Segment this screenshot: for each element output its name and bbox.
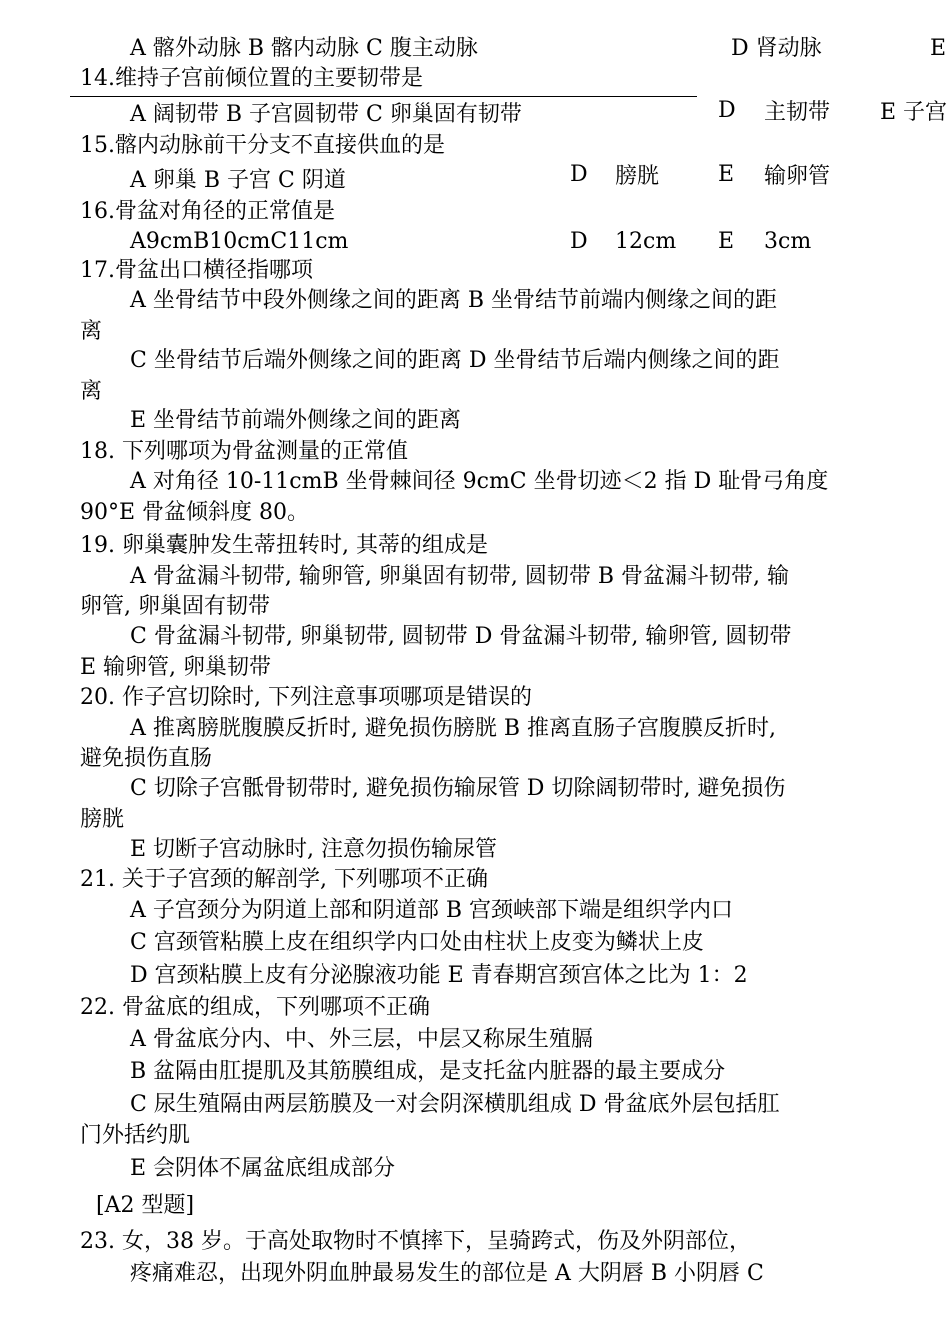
q16-option-d-letter: D xyxy=(570,229,588,254)
q14-option-d-letter: D xyxy=(718,98,736,123)
q16-option-e-letter: E xyxy=(718,229,735,254)
q16-option-e-text: 3cm xyxy=(764,229,812,254)
q19-option-e: E 输卵管, 卵巢韧带 xyxy=(80,655,272,680)
question-21: 21. 关于子宫颈的解剖学, 下列哪项不正确 xyxy=(80,867,488,892)
q17-option-cd: C 坐骨结节后端外侧缘之间的距离 D 坐骨结节后端内侧缘之间的距 xyxy=(130,348,780,373)
q22-option-b: B 盆隔由肛提肌及其筋膜组成，是支托盆内脏器的最主要成分 xyxy=(130,1059,726,1084)
q19-option-ab: A 骨盆漏斗韧带, 输卵管, 卵巢固有韧带, 圆韧带 B 骨盆漏斗韧带, 输 xyxy=(130,564,789,589)
q21-option-ab: A 子宫颈分为阴道上部和阴道部 B 宫颈峡部下端是组织学内口 xyxy=(130,898,734,923)
q20-option-cd-cont: 膀胱 xyxy=(80,807,125,832)
question-14: 14.维持子宫前倾位置的主要韧带是 xyxy=(80,66,423,91)
q16-option-d-text: 12cm xyxy=(615,229,677,254)
q17-option-e: E 坐骨结节前端外侧缘之间的距离 xyxy=(130,408,462,433)
q13-options-abc: A 髂外动脉 B 髂内动脉 C 腹主动脉 xyxy=(130,36,478,61)
q22-option-cd-cont: 门外括约肌 xyxy=(80,1123,191,1148)
q20-option-ab-cont: 避免损伤直肠 xyxy=(80,746,213,771)
q15-option-e-text: 输卵管 xyxy=(764,164,831,189)
horizontal-rule xyxy=(70,96,697,97)
q19-option-ab-cont: 卵管, 卵巢固有韧带 xyxy=(80,594,270,619)
q20-option-e: E 切断子宫动脉时, 注意勿损伤输尿管 xyxy=(130,837,498,862)
q14-option-e: E 子宫 xyxy=(880,100,948,125)
question-23: 23. 女，38 岁。于高处取物时不慎摔下，呈骑跨式，伤及外阴部位， xyxy=(80,1229,751,1254)
q15-option-e-letter: E xyxy=(718,162,735,187)
q20-option-cd: C 切除子宫骶骨韧带时, 避免损伤输尿管 D 切除阔韧带时, 避免损伤 xyxy=(130,776,786,801)
q22-option-cd: C 尿生殖隔由两层筋膜及一对会阴深横肌组成 D 骨盆底外层包括肛 xyxy=(130,1092,780,1117)
q21-option-c: C 宫颈管粘膜上皮在组织学内口处由柱状上皮变为鳞状上皮 xyxy=(130,930,704,955)
q19-option-cd: C 骨盆漏斗韧带, 卵巢韧带, 圆韧带 D 骨盆漏斗韧带, 输卵管, 圆韧带 xyxy=(130,624,792,649)
question-17: 17.骨盆出口横径指哪项 xyxy=(80,258,313,283)
question-22: 22. 骨盆底的组成，下列哪项不正确 xyxy=(80,995,430,1020)
q22-option-e: E 会阴体不属盆底组成部分 xyxy=(130,1156,396,1181)
q15-option-d-text: 膀胱 xyxy=(615,164,660,189)
q15-options-abc: A 卵巢 B 子宫 C 阴道 xyxy=(130,168,346,193)
q17-option-ab: A 坐骨结节中段外侧缘之间的距离 B 坐骨结节前端内侧缘之间的距 xyxy=(130,288,778,313)
q17-option-cd-cont: 离 xyxy=(80,379,103,404)
question-19: 19. 卵巢囊肿发生蒂扭转时, 其蒂的组成是 xyxy=(80,533,488,558)
q18-options: A 对角径 10-11cmB 坐骨棘间径 9cmC 坐骨切迹＜2 指 D 耻骨弓角度 xyxy=(130,469,829,494)
question-18: 18. 下列哪项为骨盆测量的正常值 xyxy=(80,439,408,464)
question-23-cont: 疼痛难忍，出现外阴血肿最易发生的部位是 A 大阴唇 B 小阴唇 C xyxy=(130,1261,764,1286)
question-16: 16.骨盆对角径的正常值是 xyxy=(80,199,335,224)
q22-option-a: A 骨盆底分内、中、外三层，中层又称尿生殖膈 xyxy=(130,1027,593,1052)
question-20: 20. 作子宫切除时, 下列注意事项哪项是错误的 xyxy=(80,685,532,710)
question-15: 15.髂内动脉前干分支不直接供血的是 xyxy=(80,133,445,158)
section-heading-a2: [A2 型题] xyxy=(96,1193,195,1218)
q13-option-e: E xyxy=(930,36,947,61)
q20-option-ab: A 推离膀胱腹膜反折时, 避免损伤膀胱 B 推离直肠子宫腹膜反折时, xyxy=(130,716,777,741)
q13-option-d: D 肾动脉 xyxy=(731,36,822,61)
q17-option-ab-cont: 离 xyxy=(80,319,103,344)
q16-options-abc: A9cmB10cmC11cm xyxy=(130,229,349,254)
q21-option-de: D 宫颈粘膜上皮有分泌腺液功能 E 青春期宫颈宫体之比为 1：2 xyxy=(130,963,748,988)
q18-options-cont: 90°E 骨盆倾斜度 80。 xyxy=(80,500,310,525)
q14-options-abc: A 阔韧带 B 子宫圆韧带 C 卵巢固有韧带 xyxy=(130,102,522,127)
q15-option-d-letter: D xyxy=(570,162,588,187)
q14-option-d-text: 主韧带 xyxy=(764,100,831,125)
